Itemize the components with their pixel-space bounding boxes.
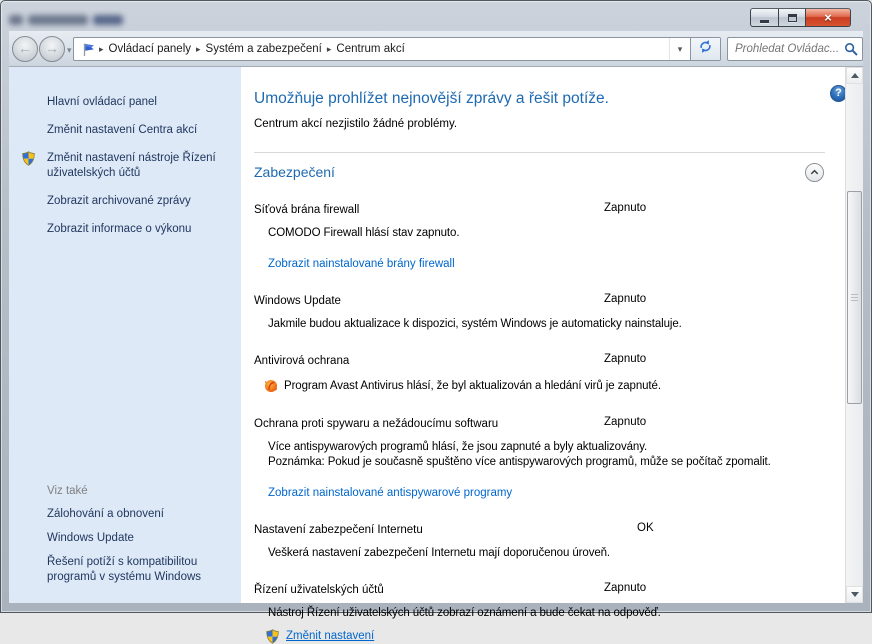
change-uac-settings-link[interactable]	[265, 629, 374, 644]
view-installed-firewalls-link[interactable]: Zobrazit nainstalované brány firewall	[268, 258, 455, 270]
scrollbar-thumb[interactable]	[847, 191, 862, 404]
see-also-section	[47, 485, 232, 594]
sidebar-item-windows-update[interactable]: Windows Update	[47, 532, 134, 544]
view-installed-antispyware-link[interactable]: Zobrazit nainstalované antispywarové programy	[268, 487, 513, 499]
window-title-blurred	[9, 11, 128, 29]
item-status: Zapnuto	[604, 293, 647, 305]
item-status: Zapnuto	[604, 582, 647, 594]
item-description: COMODO Firewall hlásí stav zapnuto.	[268, 227, 460, 239]
breadcrumb-separator-icon[interactable]: ▸	[196, 43, 201, 54]
avast-icon	[263, 378, 279, 394]
sidebar-item-control-panel-home[interactable]: Hlavní ovládací panel	[47, 96, 157, 108]
scroll-up-button[interactable]	[846, 67, 863, 84]
uac-shield-icon	[21, 151, 36, 171]
breadcrumb-separator-icon[interactable]: ▸	[99, 43, 104, 54]
breadcrumb	[74, 42, 669, 57]
sidebar-item-program-compatibility[interactable]: Řešení potíží s kompatibilitou programů v systému Windows	[47, 556, 202, 583]
back-button[interactable]	[12, 36, 38, 62]
triangle-up-icon	[851, 73, 859, 78]
link-label: Změnit nastavení	[286, 630, 375, 642]
item-description-note: Poznámka: Pokud je současně spuštěno více antispywarových programů, může se počítač zpomalit.	[268, 456, 771, 468]
security-item-firewall	[254, 201, 825, 272]
address-dropdown-button[interactable]	[669, 38, 690, 60]
title-bar[interactable]	[1, 1, 871, 31]
breadcrumb-separator-icon[interactable]: ▸	[326, 43, 332, 54]
item-status: Zapnuto	[604, 353, 647, 365]
page-title: Umožňuje prohlížet nejnovější zprávy a řešit potíže.	[254, 90, 609, 107]
item-status: Zapnuto	[604, 202, 647, 214]
item-label: Antivirová ochrana	[254, 355, 350, 367]
sidebar-item-label: Změnit nastavení nástroje Řízení uživatelských účtů	[47, 152, 216, 179]
sidebar-item-change-uac-settings[interactable]	[47, 151, 232, 181]
uac-shield-icon	[265, 629, 280, 644]
page-status-line: Centrum akcí nezjistilo žádné problémy.	[254, 118, 458, 130]
action-center-flag-icon	[81, 42, 96, 57]
item-description: Program Avast Antivirus hlásí, že byl aktualizován a hledání virů je zapnuté.	[284, 379, 661, 392]
sidebar	[9, 67, 241, 603]
item-description: Nástroj Řízení uživatelských účtů zobrazí oznámení a bude čekat na odpověď.	[268, 607, 661, 619]
item-label: Řízení uživatelských účtů	[254, 584, 384, 596]
item-status: Zapnuto	[604, 416, 647, 428]
back-arrow-icon: ←	[18, 40, 32, 56]
item-label: Síťová brána firewall	[254, 204, 360, 216]
close-button[interactable]	[806, 8, 851, 27]
search-box	[727, 37, 863, 61]
item-label: Ochrana proti spywaru a nežádoucímu softwaru	[254, 418, 499, 430]
refresh-icon	[698, 39, 713, 59]
item-description-row	[263, 377, 825, 395]
item-label: Windows Update	[254, 295, 341, 307]
forward-arrow-icon: →	[45, 40, 59, 56]
window-controls	[750, 8, 851, 27]
see-also-header: Viz také	[47, 485, 88, 497]
client-area	[9, 67, 863, 642]
breadcrumb-action-center[interactable]: Centrum akcí	[336, 43, 405, 55]
sidebar-item-view-performance-info[interactable]: Zobrazit informace o výkonu	[47, 223, 192, 235]
security-item-internet-security	[254, 521, 825, 561]
item-description: Veškerá nastavení zabezpečení Internetu mají doporučenou úroveň.	[268, 547, 611, 559]
item-description: Více antispywarových programů hlásí, že jsou zapnuté a byly aktualizovány.	[268, 441, 648, 453]
security-item-windows-update	[254, 292, 825, 332]
maximize-button[interactable]	[779, 8, 806, 27]
search-input[interactable]	[728, 43, 840, 55]
navigation-bar	[9, 31, 863, 67]
security-item-uac	[254, 581, 825, 644]
refresh-button[interactable]	[690, 38, 720, 60]
breadcrumb-control-panel[interactable]: Ovládací panely	[108, 43, 191, 55]
chevron-down-icon: ▾	[677, 43, 683, 54]
section-header-security: Zabezpečení	[254, 164, 335, 180]
collapse-section-button[interactable]	[805, 163, 824, 182]
minimize-icon	[760, 20, 769, 23]
security-item-spyware	[254, 415, 825, 501]
recent-pages-dropdown[interactable]: ▾	[67, 45, 72, 55]
item-description: Jakmile budou aktualizace k dispozici, systém Windows je automaticky nainstaluje.	[268, 318, 682, 330]
divider	[254, 152, 825, 153]
scroll-down-button[interactable]	[846, 586, 863, 603]
help-icon: ?	[835, 87, 842, 99]
sidebar-item-change-action-center-settings[interactable]: Změnit nastavení Centra akcí	[47, 124, 198, 136]
forward-button[interactable]	[39, 36, 65, 62]
search-icon[interactable]	[840, 42, 862, 56]
sidebar-item-backup-restore[interactable]: Zálohování a obnovení	[47, 508, 165, 520]
breadcrumb-system-security[interactable]: Systém a zabezpečení	[205, 43, 322, 55]
chevron-up-icon	[809, 167, 820, 178]
triangle-down-icon	[851, 592, 859, 597]
vertical-scrollbar[interactable]	[845, 67, 863, 603]
security-item-antivirus	[254, 352, 825, 395]
main-content	[241, 67, 845, 642]
maximize-icon	[788, 14, 797, 22]
sidebar-item-view-archived-messages[interactable]: Zobrazit archivované zprávy	[47, 195, 191, 207]
minimize-button[interactable]	[750, 8, 779, 27]
item-label: Nastavení zabezpečení Internetu	[254, 524, 423, 536]
close-icon: ×	[824, 10, 832, 25]
item-status: OK	[637, 522, 654, 534]
address-bar[interactable]	[73, 37, 721, 61]
